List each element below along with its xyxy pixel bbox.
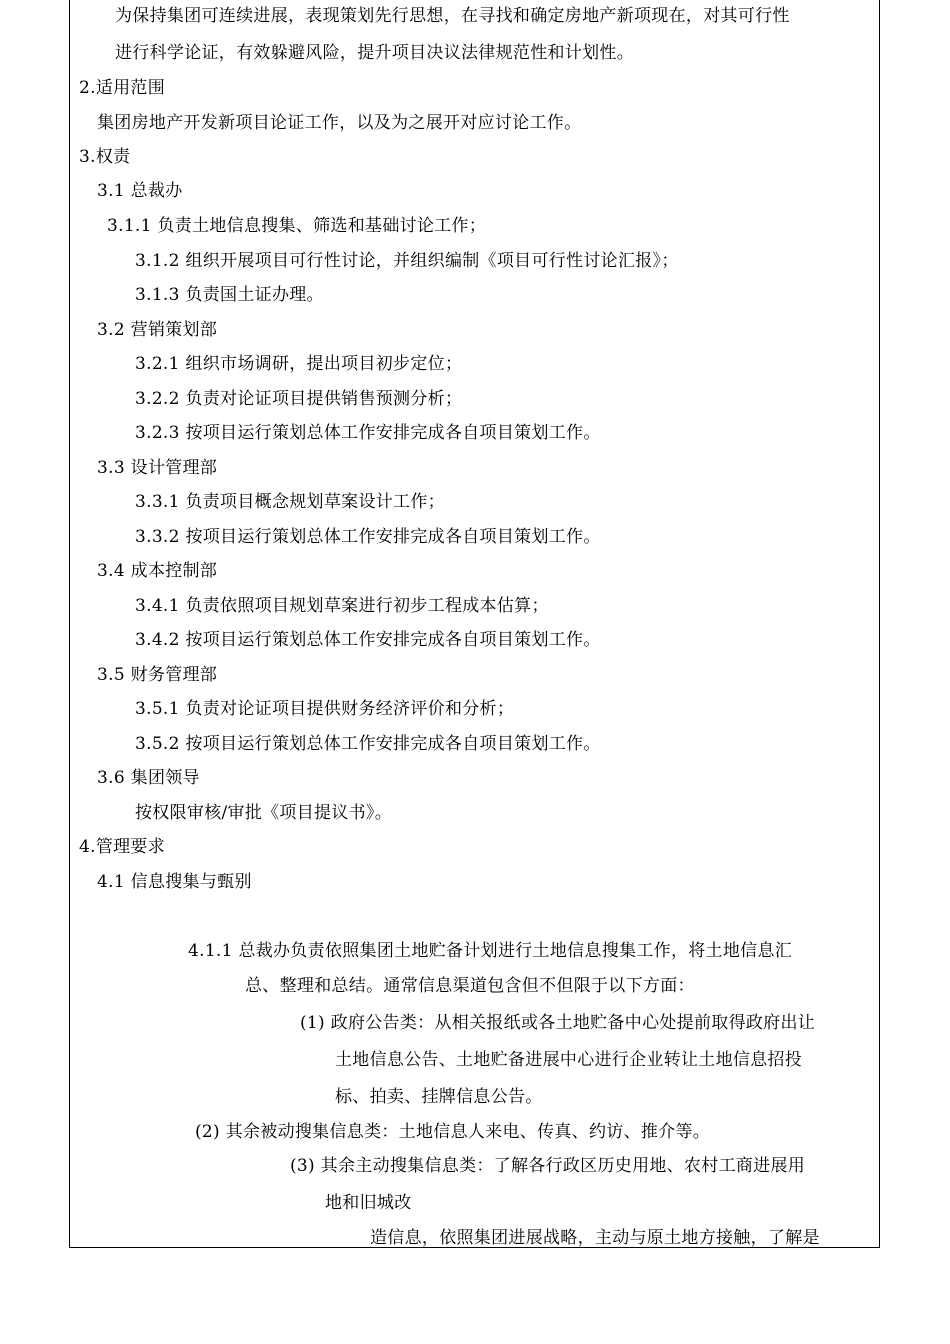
channel-2: (2) 其余被动搜集信息类：土地信息人来电、传真、约访、推介等。: [195, 1122, 711, 1142]
section-3-4-heading: 3.4 成本控制部: [97, 561, 218, 581]
purpose-line-2: 进行科学论证，有效躲避风险，提升项目决议法律规范性和计划性。: [115, 43, 634, 63]
channel-1-line-3: 标、拍卖、挂牌信息公告。: [335, 1087, 543, 1107]
item-3-4-1: 3.4.1 负责依照项目规划草案进行初步工程成本估算；: [135, 596, 549, 616]
item-3-5-1: 3.5.1 负责对论证项目提供财务经济评价和分析；: [135, 699, 515, 719]
section-3-6-text: 按权限审核/审批《项目提议书》。: [135, 803, 393, 823]
item-3-4-2: 3.4.2 按项目运行策划总体工作安排完成各自项目策划工作。: [135, 630, 601, 650]
item-3-2-3: 3.2.3 按项目运行策划总体工作安排完成各自项目策划工作。: [135, 423, 601, 443]
channel-1-line-2: 土地信息公告、土地贮备进展中心进行企业转让土地信息招投: [335, 1050, 803, 1070]
section-3-6-heading: 3.6 集团领导: [97, 768, 200, 788]
management-heading: 4.管理要求: [79, 837, 166, 857]
channel-3-line-2: 地和旧城改: [325, 1193, 412, 1213]
purpose-line-1: 为保持集团可连续进展，表现策划先行思想，在寻找和确定房地产新项现在，对其可行性: [115, 6, 790, 26]
item-4-1-1-line-2: 总、整理和总结。通常信息渠道包含但不但限于以下方面：: [245, 976, 695, 996]
item-4-1-1-line-1: 4.1.1 总裁办负责依照集团土地贮备计划进行土地信息搜集工作，将土地信息汇: [188, 941, 793, 961]
section-3-5-heading: 3.5 财务管理部: [97, 665, 218, 685]
section-4-1-heading: 4.1 信息搜集与甄别: [97, 872, 252, 892]
channel-3-line-1: (3) 其余主动搜集信息类：了解各行政区历史用地、农村工商进展用: [290, 1156, 806, 1176]
item-3-2-2: 3.2.2 负责对论证项目提供销售预测分析；: [135, 389, 463, 409]
channel-3-line-3: 造信息，依照集团进展战略，主动与原土地方接触，了解是: [370, 1228, 820, 1248]
item-3-1-2: 3.1.2 组织开展项目可行性讨论，并组织编制《项目可行性讨论汇报》；: [135, 251, 679, 271]
scope-text: 集团房地产开发新项目论证工作，以及为之展开对应讨论工作。: [97, 113, 582, 133]
section-3-3-heading: 3.3 设计管理部: [97, 458, 218, 478]
item-3-5-2: 3.5.2 按项目运行策划总体工作安排完成各自项目策划工作。: [135, 734, 601, 754]
section-3-2-heading: 3.2 营销策划部: [97, 320, 218, 340]
item-3-1-1: 3.1.1 负责土地信息搜集、筛选和基础讨论工作；: [107, 216, 487, 236]
section-3-1-heading: 3.1 总裁办: [97, 181, 183, 201]
responsibility-heading: 3.权责: [79, 147, 131, 167]
scope-heading: 2.适用范围: [79, 78, 166, 98]
item-3-1-3: 3.1.3 负责国土证办理。: [135, 285, 324, 305]
channel-1-line-1: (1) 政府公告类：从相关报纸或各土地贮备中心处提前取得政府出让: [300, 1013, 816, 1033]
item-3-2-1: 3.2.1 组织市场调研，提出项目初步定位；: [135, 354, 463, 374]
item-3-3-2: 3.3.2 按项目运行策划总体工作安排完成各自项目策划工作。: [135, 527, 601, 547]
item-3-3-1: 3.3.1 负责项目概念规划草案设计工作；: [135, 492, 445, 512]
